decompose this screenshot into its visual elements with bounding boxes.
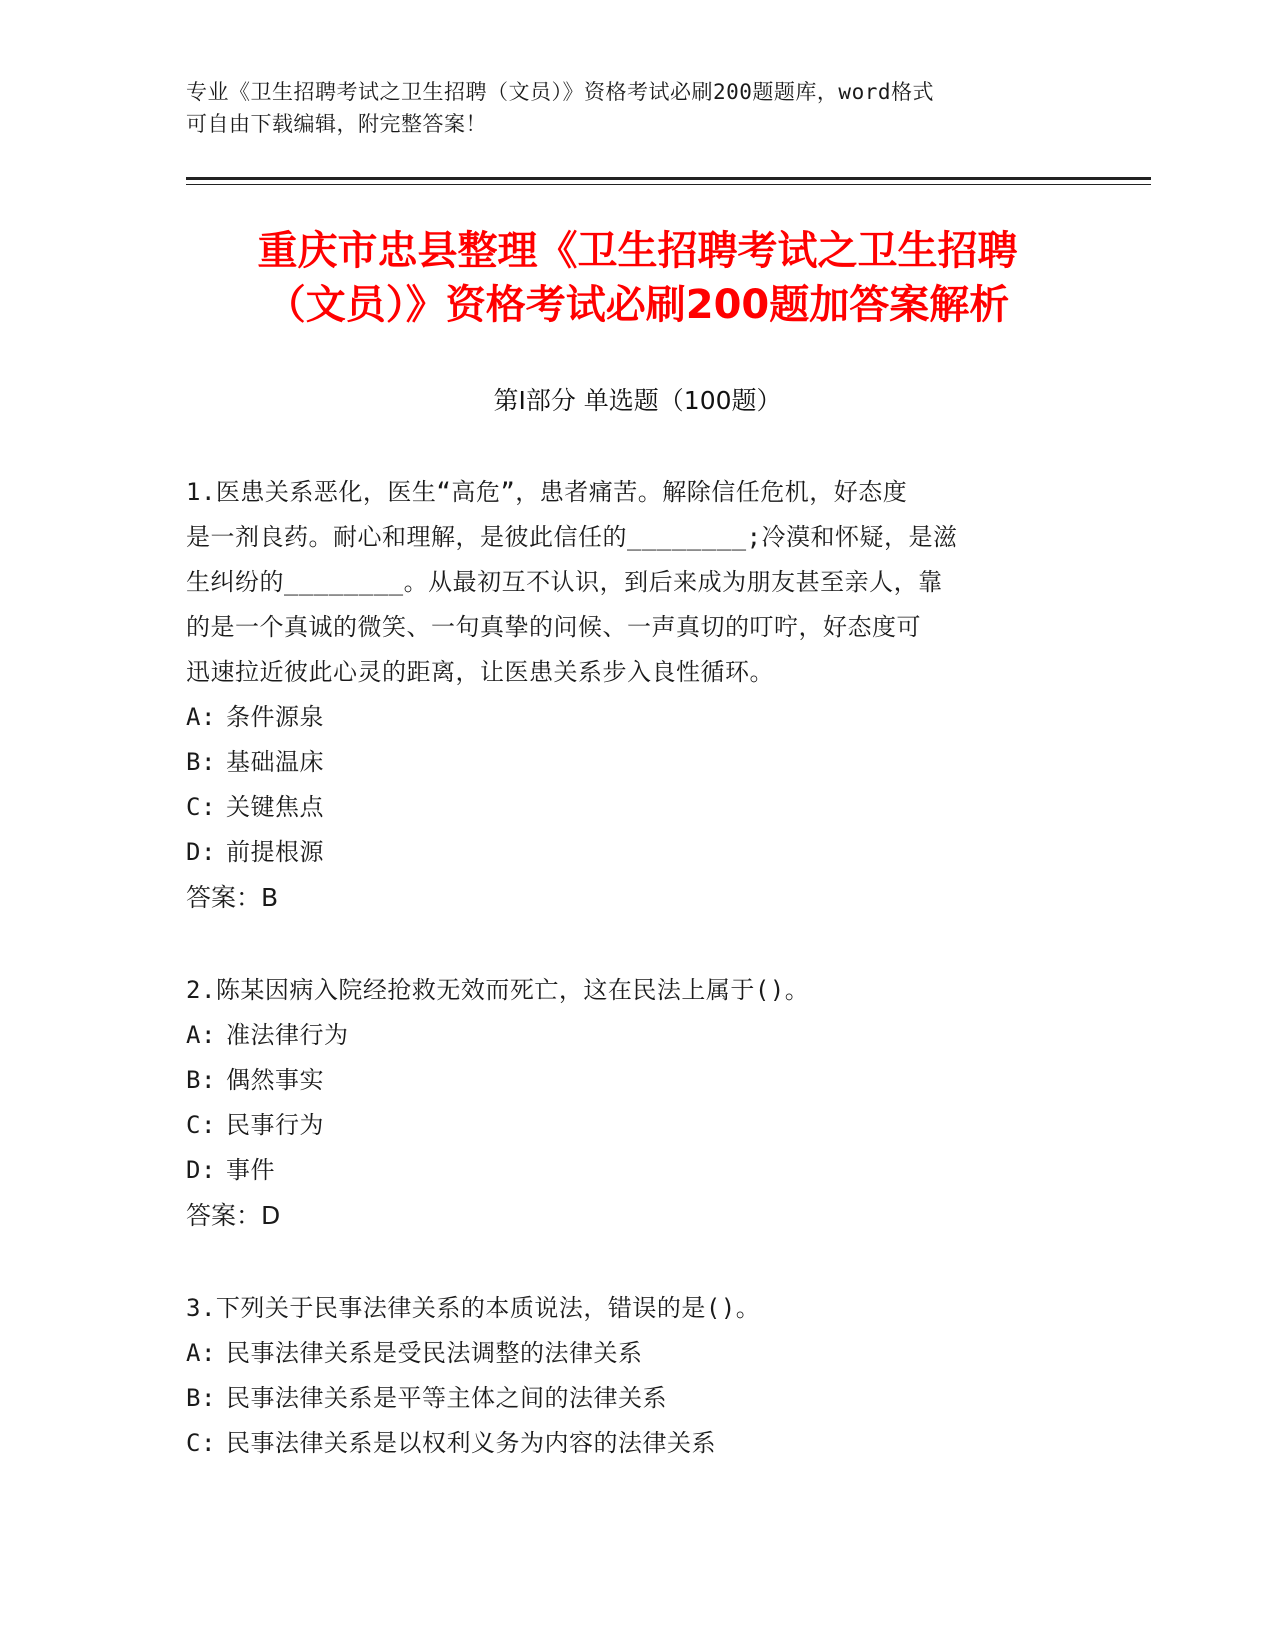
option-text: 关键焦点: [226, 793, 324, 821]
option-letter: B:: [186, 1066, 216, 1094]
option-letter: C:: [186, 1111, 216, 1139]
option-text: 民事法律关系是平等主体之间的法律关系: [226, 1384, 667, 1412]
question-stem: [186, 470, 1086, 695]
option-d: [186, 830, 1086, 875]
option-letter: C:: [186, 1429, 216, 1457]
question-2: [186, 968, 1086, 1238]
option-a: [186, 1013, 1086, 1058]
option-c: [186, 1103, 1086, 1148]
section-title: 第Ⅰ部分 单选题（100题）: [493, 386, 782, 415]
option-letter: B:: [186, 1384, 216, 1412]
option-text: 民事法律关系是受民法调整的法律关系: [226, 1339, 643, 1367]
option-b: [186, 740, 1086, 785]
option-text: 条件源泉: [226, 703, 324, 731]
option-c: [186, 1421, 1086, 1466]
option-text: 准法律行为: [226, 1021, 349, 1049]
option-letter: C:: [186, 793, 216, 821]
option-text: 民事行为: [226, 1111, 324, 1139]
option-b: [186, 1058, 1086, 1103]
header-note: [186, 76, 1066, 140]
stem-line: 迅速拉近彼此心灵的距离，让医患关系步入良性循环。: [186, 658, 774, 686]
option-text: 偶然事实: [226, 1066, 324, 1094]
option-letter: D:: [186, 838, 216, 866]
header-rule-thin: [186, 184, 1151, 185]
header-note-line-2: 可自由下载编辑，附完整答案！: [186, 112, 487, 136]
option-letter: D:: [186, 1156, 216, 1184]
question-1: [186, 470, 1086, 920]
header-rule-thick: [186, 177, 1151, 180]
stem-line: 1.医患关系恶化，医生“高危”，患者痛苦。解除信任危机，好态度: [186, 478, 908, 506]
option-letter: B:: [186, 748, 216, 776]
document-title-line-2: （文员）》资格考试必刷200题加答案解析: [265, 282, 1010, 328]
option-a: [186, 695, 1086, 740]
option-text: 民事法律关系是以权利义务为内容的法律关系: [226, 1429, 716, 1457]
stem-line: 3.下列关于民事法律关系的本质说法，错误的是()。: [186, 1294, 761, 1322]
stem-line: 2.陈某因病入院经抢救无效而死亡，这在民法上属于()。: [186, 976, 810, 1004]
question-3: [186, 1286, 1086, 1466]
question-stem: [186, 1286, 1086, 1331]
option-text: 基础温床: [226, 748, 324, 776]
stem-line: 是一剂良药。耐心和理解，是彼此信任的________;冷漠和怀疑，是滋: [186, 523, 958, 551]
option-text: 前提根源: [226, 838, 324, 866]
option-c: [186, 785, 1086, 830]
option-a: [186, 1331, 1086, 1376]
document-title-line-1: 重庆市忠县整理《卫生招聘考试之卫生招聘: [257, 228, 1018, 274]
answer-line: 答案：B: [186, 883, 279, 912]
stem-line: 的是一个真诚的微笑、一句真挚的问候、一声真切的叮咛，好态度可: [186, 613, 921, 641]
answer-line: 答案：D: [186, 1201, 281, 1230]
header-note-line-1: 专业《卫生招聘考试之卫生招聘（文员）》资格考试必刷200题题库，word格式: [186, 80, 934, 104]
option-letter: A:: [186, 703, 216, 731]
option-text: 事件: [226, 1156, 275, 1184]
option-letter: A:: [186, 1021, 216, 1049]
option-d: [186, 1148, 1086, 1193]
option-b: [186, 1376, 1086, 1421]
question-list: [186, 470, 1086, 1514]
option-letter: A:: [186, 1339, 216, 1367]
stem-line: 生纠纷的________。从最初互不认识，到后来成为朋友甚至亲人，靠: [186, 568, 943, 596]
document-title: [150, 224, 1125, 332]
question-stem: [186, 968, 1086, 1013]
